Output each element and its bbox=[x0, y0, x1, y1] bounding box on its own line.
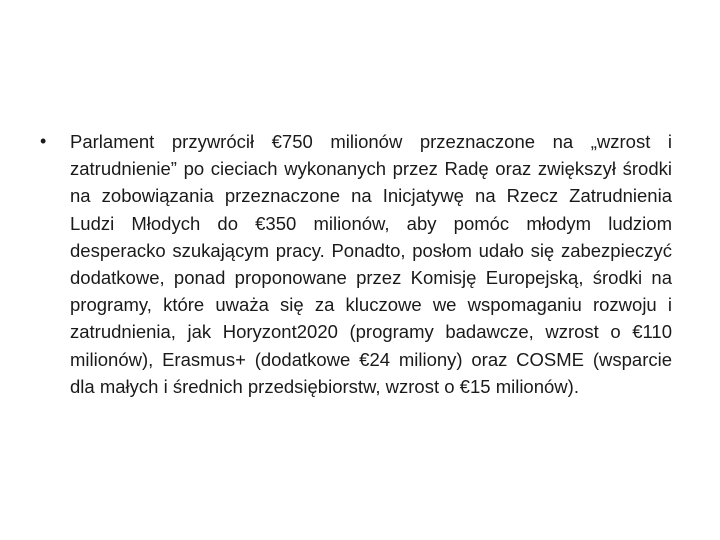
bullet-marker: • bbox=[40, 131, 47, 151]
bullet-text: Parlament przywrócił €750 milionów przeznaczone na „wzrost i zatrudnienie” po cieciach wykonanych przez Radę oraz zwiększył środki na zobowiązania przeznaczone na Inicjatywę na Rzecz Zatrudnienia Ludzi Młodych do €350 milionów, aby pomóc młodym ludziom desperacko szukającym pracy. Ponadto, posłom udało się zabezpieczyć dodatkowe, ponad proponowane przez Komisję Europejską, środki na programy, które uważa się za kluczowe we wspomaganiu rozwoju i zatrudnienia, jak Horyzont2020 (programy badawcze, wzrost o €110 milionów), Erasmus+ (dodatkowe €24 miliony) oraz COSME (wsparcie dla małych i średnich przedsiębiorstw, wzrost o €15 milionów). bbox=[70, 131, 672, 397]
bullet-list bbox=[40, 128, 672, 400]
bullet-item bbox=[40, 128, 672, 400]
